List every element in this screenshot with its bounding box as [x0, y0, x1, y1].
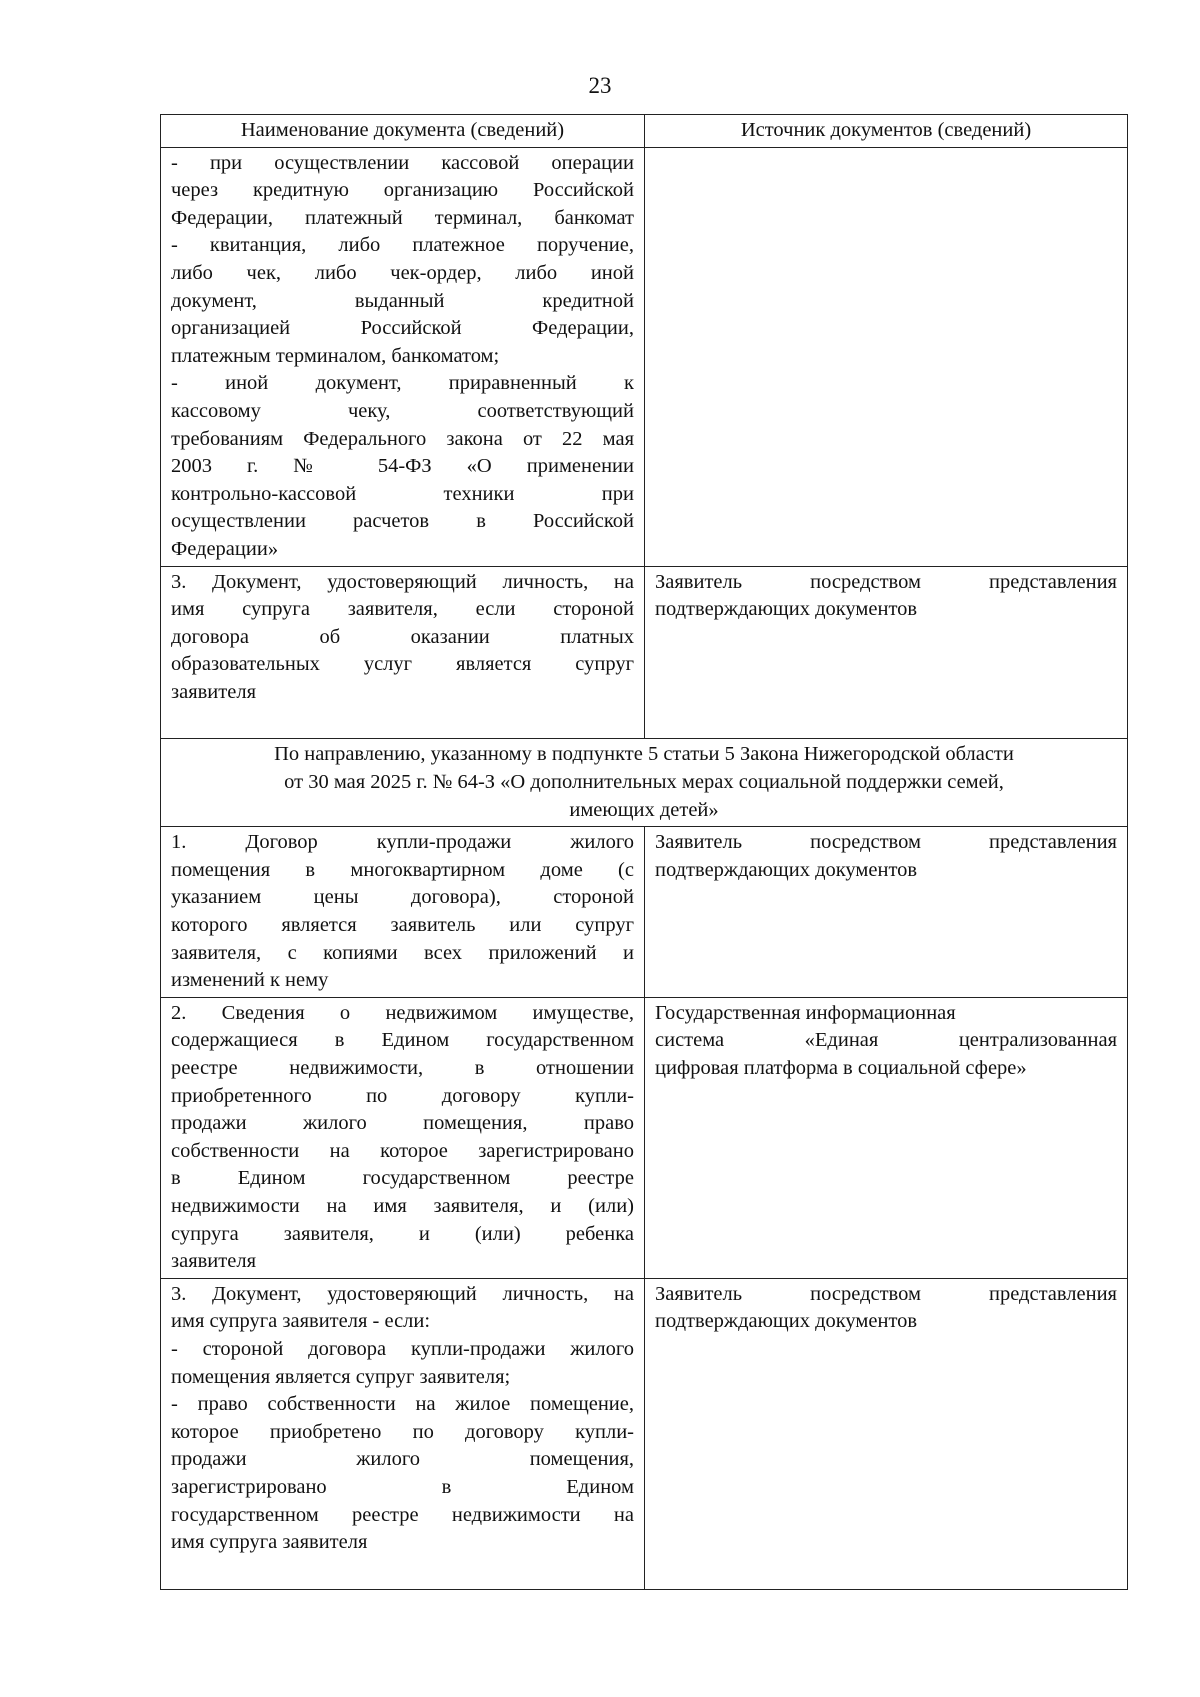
document-name-cell	[161, 147, 645, 566]
text-line: в Едином государственном реестре	[171, 1167, 634, 1190]
text-line: приобретенного по договору купли-	[171, 1084, 634, 1107]
text-line: помещения является супруг заявителя;	[171, 1365, 511, 1388]
header-document-name: Наименование документа (сведений)	[161, 115, 645, 148]
text-line: Государственная информационная	[655, 1001, 956, 1024]
text-line: Федерации»	[171, 537, 279, 560]
document-source-cell	[645, 147, 1128, 566]
text-line: подтверждающих документов	[655, 858, 918, 881]
text-line: реестре недвижимости, в отношении	[171, 1057, 634, 1079]
text-line: - при осуществлении кассовой операции	[171, 151, 634, 174]
text-line: образовательных услуг является супруг	[171, 653, 634, 676]
text-line: государственном реестре недвижимости на	[171, 1503, 634, 1526]
text-line: заявителя	[171, 1250, 256, 1273]
text-line: супруга заявителя, и (или) ребенка	[171, 1222, 634, 1245]
table-row	[161, 147, 1128, 566]
table-row	[161, 566, 1128, 739]
text-line: недвижимости на имя заявителя, и (или)	[171, 1194, 634, 1217]
table-row	[161, 827, 1128, 998]
text-line: имя супруга заявителя	[171, 1531, 368, 1554]
text-line: - квитанция, либо платежное поручение,	[171, 234, 634, 257]
text-line: продажи жилого помещения, право	[171, 1112, 634, 1135]
text-line: Заявитель посредством представления	[655, 570, 1117, 593]
text-line: содержащиеся в Едином государственном	[171, 1029, 634, 1052]
text-line: заявителя	[171, 680, 256, 703]
text-line: Заявитель посредством представления	[655, 831, 1117, 854]
text-line: осуществлении расчетов в Российской	[171, 510, 634, 533]
text-line: которого является заявитель или супруг	[171, 914, 634, 937]
text-line: помещения в многоквартирном доме (с	[171, 858, 634, 881]
document-name-cell	[161, 827, 645, 998]
text-line: 1. Договор купли-продажи жилого	[171, 831, 634, 854]
text-line: договора об оказании платных	[171, 625, 634, 648]
text-line: Заявитель посредством представления	[655, 1282, 1117, 1305]
text-line: заявителя, с копиями всех приложений и	[171, 941, 634, 964]
table-row	[161, 1278, 1128, 1589]
text-line: подтверждающих документов	[655, 598, 918, 621]
text-line: - иной документ, приравненный к	[171, 372, 634, 395]
text-line: 2. Сведения о недвижимом имуществе,	[171, 1001, 634, 1024]
table-header-row	[161, 115, 1128, 148]
documents-table	[160, 114, 1128, 1590]
text-line: цифровая платформа в социальной сфере»	[655, 1057, 1027, 1079]
text-line: контрольно-кассовой техники при	[171, 482, 634, 505]
header-document-source: Источник документов (сведений)	[645, 115, 1128, 148]
document-name-cell	[161, 997, 645, 1278]
text-line: - право собственности на жилое помещение,	[171, 1393, 634, 1416]
document-name-cell	[161, 566, 645, 739]
section-heading-row	[161, 739, 1128, 827]
text-line: либо чек, либо чек-ордер, либо иной	[171, 261, 634, 284]
document-name-cell	[161, 1278, 645, 1589]
section-heading	[161, 739, 1128, 827]
section-heading-line: По направлению, указанному в подпункте 5 статьи 5 Закона Нижегородской области	[274, 743, 1014, 766]
page-number: 23	[588, 73, 612, 98]
text-line: требованиям Федерального закона от 22 мая	[171, 427, 634, 450]
text-line: Федерации, платежный терминал, банкомат	[171, 206, 634, 229]
text-line: подтверждающих документов	[655, 1310, 918, 1333]
document-source-cell	[645, 997, 1128, 1278]
section-heading-line: имеющих детей»	[569, 798, 719, 821]
text-line: система «Единая централизованная	[655, 1029, 1117, 1052]
section-heading-line: от 30 мая 2025 г. № 64-З «О дополнительных мерах социальной поддержки семей,	[284, 771, 1004, 794]
text-line: 3. Документ, удостоверяющий личность, на	[171, 1282, 634, 1305]
table-row	[161, 997, 1128, 1278]
text-line: 3. Документ, удостоверяющий личность, на	[171, 570, 634, 593]
text-line: кассовому чеку, соответствующий	[171, 399, 634, 422]
text-line: которое приобретено по договору купли-	[171, 1420, 634, 1443]
text-line: организацией Российской Федерации,	[171, 317, 634, 340]
document-source-cell	[645, 827, 1128, 998]
text-line: имя супруга заявителя, если стороной	[171, 598, 634, 621]
text-line: - стороной договора купли-продажи жилого	[171, 1337, 634, 1360]
text-line: документ, выданный кредитной	[171, 289, 634, 312]
document-source-cell	[645, 1278, 1128, 1589]
text-line: зарегистрировано в Едином	[171, 1475, 634, 1498]
text-line: продажи жилого помещения,	[171, 1448, 634, 1471]
text-line: указанием цены договора), стороной	[171, 886, 634, 909]
text-line: 2003 г. № 54-ФЗ «О применении	[171, 455, 634, 478]
text-line: собственности на которое зарегистрировано	[171, 1139, 634, 1162]
text-line: изменений к нему	[171, 969, 329, 992]
text-line: через кредитную организацию Российской	[171, 179, 634, 202]
text-line: платежным терминалом, банкоматом;	[171, 344, 500, 367]
text-line: имя супруга заявителя - если:	[171, 1310, 431, 1333]
document-source-cell	[645, 566, 1128, 739]
